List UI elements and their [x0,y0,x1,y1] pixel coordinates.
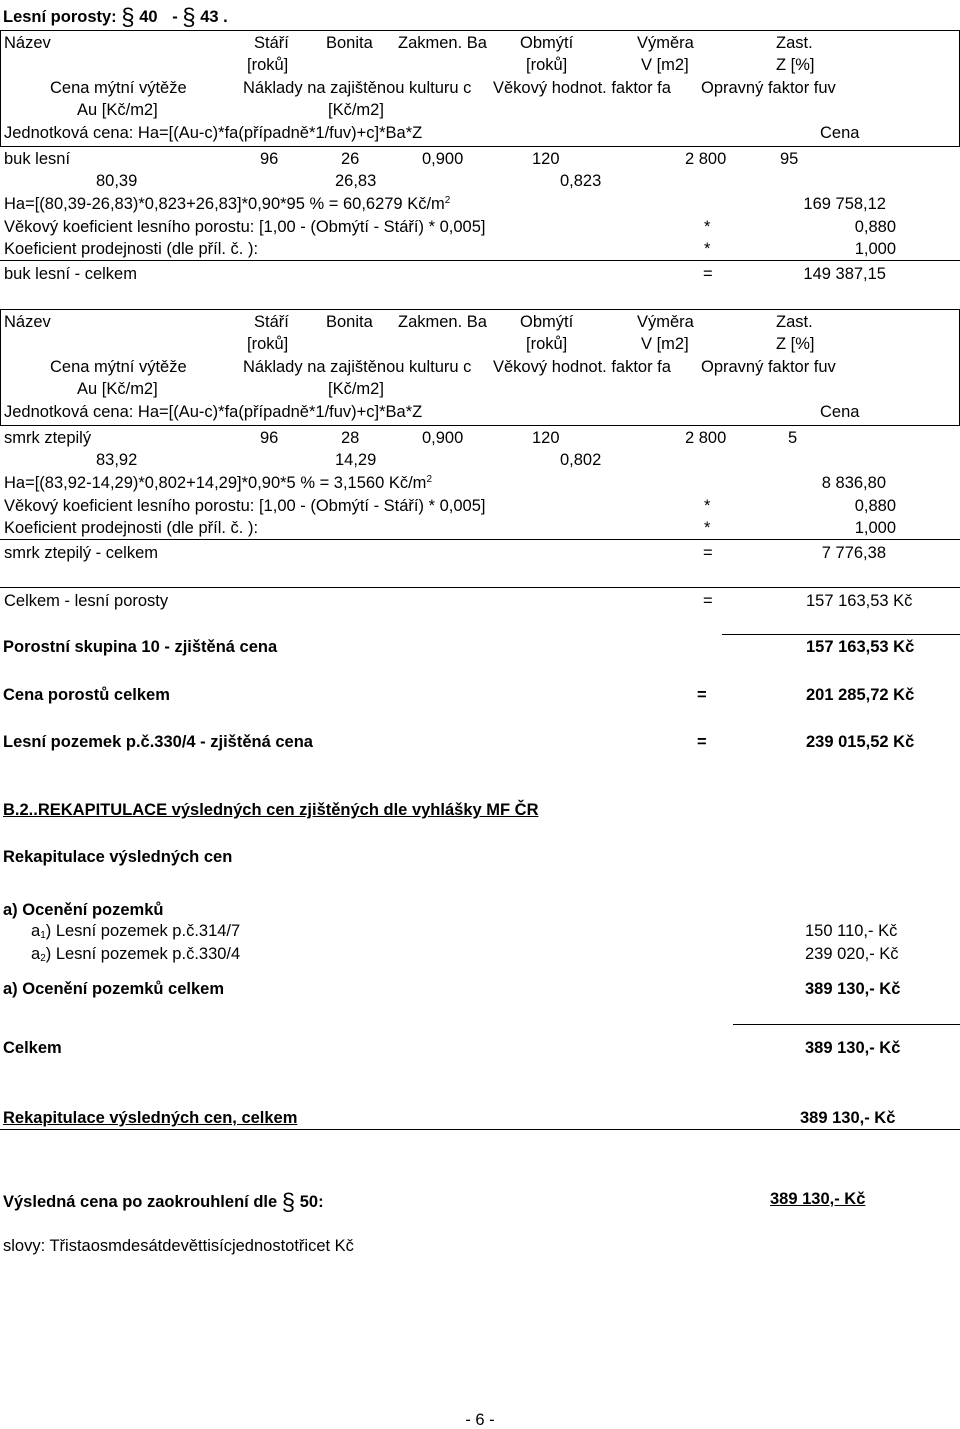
summary-pozemek-op: = [697,733,707,751]
summary-celkem-value: 157 163,53 Kč [806,592,913,610]
summary-skupina-value: 157 163,53 Kč [806,638,915,656]
paragraph-icon: § [281,1189,296,1216]
col-cena: Cena [820,403,860,421]
porost-au: 80,39 [96,172,138,190]
col-cena: Cena [820,124,860,142]
rekap-celkem-label: Celkem [3,1039,62,1057]
porost-prod-value: 1,000 [854,240,896,258]
porost-total-label: buk lesní - celkem [4,265,137,283]
col-cena-mytni: Cena mýtní výtěže [50,358,187,376]
col-cena-mytni-unit: Au [Kč/m2] [77,101,158,119]
col-stari: Stáří [254,34,289,52]
col-vymera: Výměra [637,313,694,331]
col-cena-mytni: Cena mýtní výtěže [50,79,187,97]
col-opravny: Opravný faktor fuv [701,79,836,97]
porost-total-op: = [703,265,713,283]
rekap-a-label: a) Ocenění pozemků [3,901,164,919]
col-vymera-unit: V [m2] [641,335,689,353]
porost-c: 14,29 [335,451,377,469]
porost-formula: Ha=[(80,39-26,83)*0,823+26,83]*0,90*95 % = 60,6279 $Kč/m^2$ [4,195,451,213]
summary-skupina-label: Porostní skupina 10 - zjištěná cena [3,638,278,656]
col-zast: Zast. [776,34,813,52]
divider [733,1024,960,1025]
divider [0,539,960,540]
col-stari: Stáří [254,313,289,331]
paragraph-icon: § [121,4,135,31]
porost-total-label: smrk ztepilý - celkem [4,544,159,562]
col-vymera: Výměra [637,34,694,52]
porost-vek-label: Věkový koeficient lesního porostu: [1,00 - (Obmýtí - Stáří) * 0,005] [4,497,486,515]
rekap-a2-value: 239 020,- Kč [805,945,899,963]
rekap-a2-label: $a_2$) Lesní pozemek p.č.330/4 [31,945,241,964]
summary-porostu-op: = [697,686,707,704]
col-vymera-unit: V [m2] [641,56,689,74]
col-jednotkova: Jednotková cena: Ha=[(Au-c)*fa(případně*1/fuv)+c]*Ba*Z [4,124,423,142]
col-zast-unit: Z [%] [776,56,815,74]
porost-fa: 0,823 [560,172,602,190]
col-jednotkova: Jednotková cena: Ha=[(Au-c)*fa(případně*1/fuv)+c]*Ba*Z [4,403,423,421]
rekap-subheading: Rekapitulace výsledných cen [3,848,233,866]
porost-zakmen: 0,900 [422,429,464,447]
col-cena-mytni-unit: Au [Kč/m2] [77,380,158,398]
porost-cena: 8 836,80 [821,474,886,492]
porost-formula: Ha=[(83,92-14,29)*0,802+14,29]*0,90*5 % = 3,1560 $Kč/m^2$ [4,474,432,492]
col-obmyti: Obmýtí [520,34,574,52]
col-stari-unit: [roků] [247,56,289,74]
porost-zakmen: 0,900 [422,150,464,168]
porost-au: 83,92 [96,451,138,469]
rekap-celkem-value: 389 130,- Kč [805,1039,901,1057]
col-zakmen: Zakmen. Ba [398,313,487,331]
rekap-total-label: Rekapitulace výsledných cen, celkem [3,1109,298,1127]
divider [0,1129,960,1130]
col-naklady: Náklady na zajištěnou kulturu c [243,79,472,97]
porost-total-value: 7 776,38 [821,544,886,562]
rekap-final-value: 389 130,- Kč [770,1190,866,1208]
rekap-heading: B.2..REKAPITULACE výsledných cen zjištěných dle vyhlášky MF ČR [3,801,539,819]
porost-vymera: 2 800 [685,150,727,168]
col-zast: Zast. [776,313,813,331]
col-naklady: Náklady na zajištěnou kulturu c [243,358,472,376]
rekap-slovy: slovy: Třistaosmdesátdevěttisícjednostotřicet Kč [3,1237,354,1255]
porost-prod-value: 1,000 [854,519,896,537]
porost-total-value: 149 387,15 [803,265,886,283]
porost-zast: 5 [788,429,798,447]
col-nazev: Název [4,34,51,52]
porost-vek-op: * [704,218,711,236]
rekap-a-total-label: a) Ocenění pozemků celkem [3,980,225,998]
porost-stari: 96 [260,429,279,447]
porost-total-op: = [703,544,713,562]
porost-vek-label: Věkový koeficient lesního porostu: [1,00 - (Obmýtí - Stáří) * 0,005] [4,218,486,236]
col-zakmen: Zakmen. Ba [398,34,487,52]
porost-bonita: 26 [341,150,360,168]
divider [722,634,960,635]
col-vekovy: Věkový hodnot. faktor fa [493,79,671,97]
page-number: - 6 - [465,1411,495,1429]
porost-cena: 169 758,12 [803,195,886,213]
paragraph-icon: § [182,4,196,31]
col-obmyti: Obmýtí [520,313,574,331]
col-naklady-unit: [Kč/m2] [328,380,384,398]
col-bonita: Bonita [326,34,373,52]
col-opravny: Opravný faktor fuv [701,358,836,376]
porost-c: 26,83 [335,172,377,190]
porost-prod-label: Koeficient prodejnosti (dle příl. č. ): [4,240,259,258]
porost-obmyti: 120 [532,150,560,168]
divider [0,260,960,261]
summary-celkem-op: = [703,592,713,610]
porost-vymera: 2 800 [685,429,727,447]
col-naklady-unit: [Kč/m2] [328,101,384,119]
rekap-total-value: 389 130,- Kč [800,1109,896,1127]
porost-vek-op: * [704,497,711,515]
col-vekovy: Věkový hodnot. faktor fa [493,358,671,376]
col-obmyti-unit: [roků] [526,335,568,353]
porost-obmyti: 120 [532,429,560,447]
page-title: Lesní porosty: § 40 - § 43 . [3,4,228,31]
summary-pozemek-label: Lesní pozemek p.č.330/4 - zjištěná cena [3,733,313,751]
summary-celkem-label: Celkem - lesní porosty [4,592,169,610]
porost-vek-value: 0,880 [854,218,896,236]
rekap-a1-value: 150 110,- Kč [805,922,898,940]
summary-pozemek-value: 239 015,52 Kč [806,733,915,751]
porost-prod-label: Koeficient prodejnosti (dle příl. č. ): [4,519,259,537]
col-stari-unit: [roků] [247,335,289,353]
col-bonita: Bonita [326,313,373,331]
summary-porostu-value: 201 285,72 Kč [806,686,915,704]
porost-bonita: 28 [341,429,360,447]
porost-vek-value: 0,880 [854,497,896,515]
porost-stari: 96 [260,150,279,168]
porost-name: buk lesní [4,150,71,168]
porost-prod-op: * [704,240,711,258]
col-obmyti-unit: [roků] [526,56,568,74]
col-nazev: Název [4,313,51,331]
rekap-a-total-value: 389 130,- Kč [805,980,901,998]
col-zast-unit: Z [%] [776,335,815,353]
summary-porostu-label: Cena porostů celkem [3,686,170,704]
rekap-final-label: Výsledná cena po zaokrouhlení dle § 50: [3,1189,324,1216]
rekap-a1-label: $a_1$) Lesní pozemek p.č.314/7 [31,922,241,941]
porost-prod-op: * [704,519,711,537]
porost-name: smrk ztepilý [4,429,92,447]
porost-fa: 0,802 [560,451,602,469]
porost-zast: 95 [780,150,799,168]
divider [0,587,960,588]
